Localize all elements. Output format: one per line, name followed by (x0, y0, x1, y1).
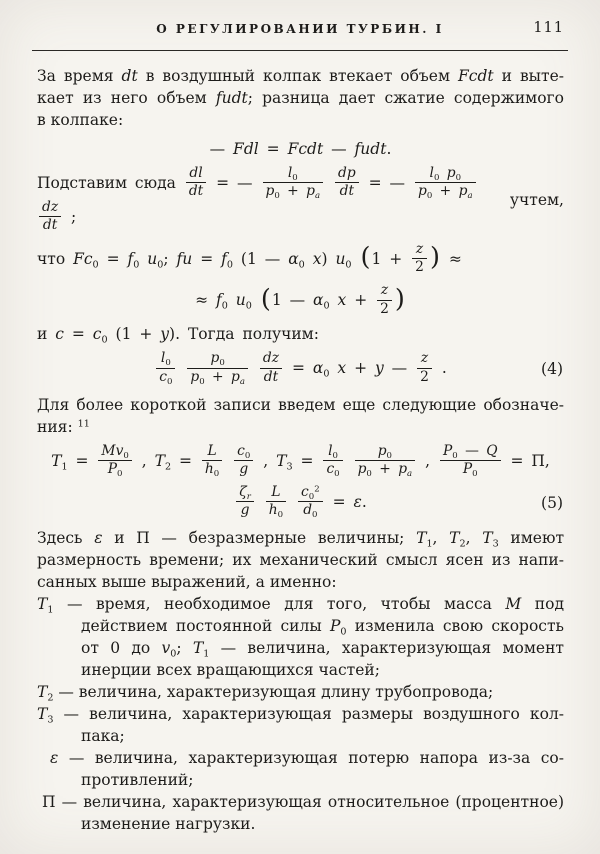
text-line: противлений; (81, 770, 194, 789)
text-line: размерность времени; их механический смысл ясен из напи- (37, 550, 564, 569)
text-line: кает из него объем fudt; разница дает сжатие содержимого (37, 89, 564, 107)
formula-substitution: Подставим сюда $\frac{dl}{dt}$ = — $\frac{l_0}{p_0 + p_a}$ $\frac{dp}{dt}$ = — $\frac{l_0 p_0}{p_0 + p_a}$ $\frac{dz}{dt}$ ; (37, 167, 510, 235)
text-line: ε — величина, характеризующая потерю напора из-за со- (50, 748, 564, 767)
equation-4-row (37, 352, 564, 386)
text-line: $T_3$ — величина, характеризующая размеры воздушного кол- (37, 704, 564, 726)
definition-item-epsilon (37, 747, 564, 791)
text-line: За время dt в воздушный колпак втекает объем Fcdt и выте- (37, 67, 565, 85)
paragraph-meaning (37, 527, 564, 593)
text-line: пака; (81, 726, 125, 745)
equation-5-row (37, 483, 564, 521)
text-line: инерции всех вращающихся частей; (81, 660, 380, 679)
formula-c-line: и $c = c_0$ (1 + y). Тогда получим: (37, 325, 319, 346)
equation-5: $\frac{\zeta_r}{g}$ $\frac{L}{h_0}$ $\frac{c_0^2}{d_0}$ = ε. (37, 486, 564, 520)
text-line: от 0 до $v_0$; $T_1$ — величина, характеризующая момент (81, 638, 564, 660)
formula-T-definitions: $T_1$ = $\frac{Mv_0}{P_0}$ , $T_2$ = $\frac{L}{h_0}$ $\frac{c_0}{g}$ , $T_3$ = $\frac{l_0}{c_0}$ $\frac{p_0}{p_0 + p_a}$ , $\frac{P_0 — Q}{P_0}$ = Π, (51, 443, 550, 480)
page-number: 111 (533, 20, 564, 36)
paragraph-intake (37, 65, 564, 131)
equation-4: $\frac{l_0}{c_0}$ $\frac{p_0}{p_0 + p_a}$ $\frac{dz}{dt}$ = $\alpha_0$ x + y — $\frac{z}{2}$ . (37, 352, 564, 386)
formula-compression: — Fdl = Fcdt — fudt. (209, 140, 392, 158)
page-body (0, 51, 600, 835)
text-line: Для более короткой записи введем еще следующие обозначе- (37, 396, 564, 414)
formula-substitution-tail: учтем, (509, 190, 564, 209)
definition-item-t2 (37, 681, 564, 703)
text-line: Здесь ε и Π — безразмерные величины; $T_1$, $T_2$, $T_3$ имеют (37, 528, 565, 550)
equation-tag-4: (4) (541, 360, 563, 379)
definition-item-t3 (37, 703, 564, 747)
text-line: $T_2$ — величина, характеризующая длину трубопровода; (37, 682, 494, 704)
text-line: Π — величина, характеризующая относительное (процентное) (42, 792, 564, 811)
formula-flow-1: что $Fc_0 = f_0$ $u_0$; fu = $f_0$ (1 — $\alpha_0$ x) $u_0$ (1 + $\frac{z}{2}$ ) ≈ (37, 240, 462, 275)
text-line: действием постоянной силы $P_0$ изменила свою скорость (81, 616, 564, 638)
definition-item-pi (37, 791, 564, 835)
page-header (0, 22, 600, 48)
paragraph-notation (37, 394, 564, 438)
text-line: санных выше выражений, а именно: (37, 572, 337, 591)
formula-flow-2: ≈ $f_0$ $u_0$ (1 — $\alpha_0$ x + $\frac{z}{2}$ ) (195, 282, 405, 317)
running-title: О РЕГУЛИРОВАНИИ ТУРБИН. I (156, 22, 444, 36)
formula-substitution-row (37, 164, 564, 235)
definition-item-t1 (37, 593, 564, 681)
text-line: $T_1$ — время, необходимое для того, чтобы масса M под (37, 594, 564, 616)
text-line: в колпаке: (37, 111, 124, 129)
text-line: изменение нагрузки. (81, 814, 256, 833)
text-line-footnote: ния: $^{11}$ (37, 418, 90, 436)
equation-tag-5: (5) (541, 493, 563, 512)
